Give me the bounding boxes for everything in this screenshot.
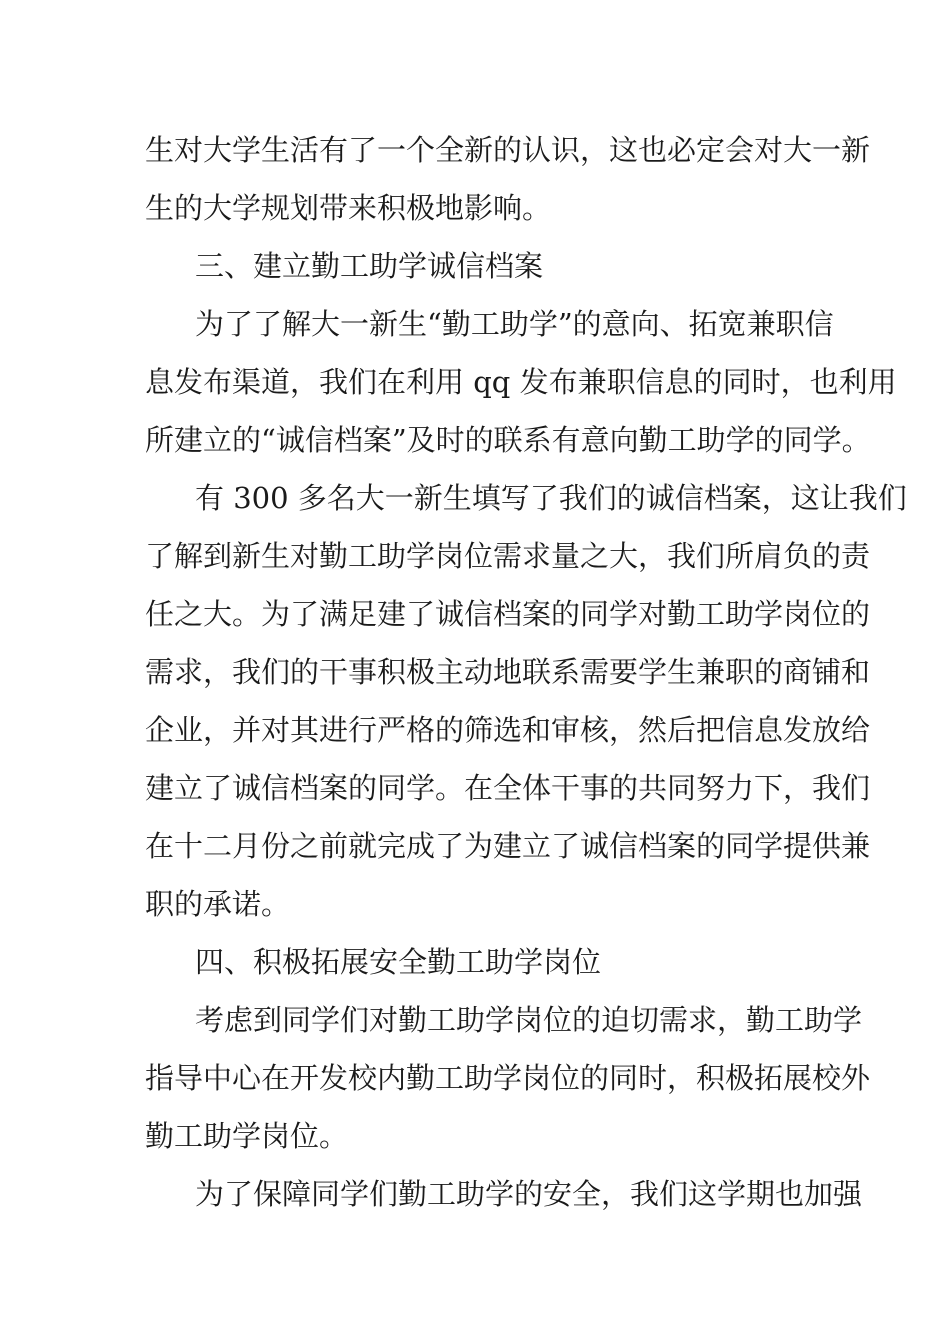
text-line: 生的大学规划带来积极地影响。 — [145, 191, 552, 225]
text-line: 所建立的“诚信档案”及时的联系有意向勤工助学的同学。 — [145, 423, 871, 457]
text-line: 建立了诚信档案的同学。在全体干事的共同努力下，我们 — [145, 771, 871, 805]
text-line: 息发布渠道，我们在利用 qq 发布兼职信息的同时，也利用 — [145, 365, 897, 399]
section-heading: 三、建立勤工助学诚信档案 — [195, 249, 544, 283]
text-line: 考虑到同学们对勤工助学岗位的迫切需求，勤工助学 — [195, 1003, 863, 1037]
section-heading: 四、积极拓展安全勤工助学岗位 — [195, 945, 602, 979]
text-line: 职的承诺。 — [145, 887, 291, 921]
text-line: 有 300 多名大一新生填写了我们的诚信档案，这让我们 — [195, 481, 907, 515]
text-line: 了解到新生对勤工助学岗位需求量之大，我们所肩负的责 — [145, 539, 871, 573]
text-line: 企业，并对其进行严格的筛选和审核，然后把信息发放给 — [145, 713, 871, 747]
text-line: 在十二月份之前就完成了为建立了诚信档案的同学提供兼 — [145, 829, 871, 863]
text-line: 指导中心在开发校内勤工助学岗位的同时，积极拓展校外 — [145, 1061, 871, 1095]
text-line: 需求，我们的干事积极主动地联系需要学生兼职的商铺和 — [145, 655, 871, 689]
text-line: 为了保障同学们勤工助学的安全，我们这学期也加强 — [195, 1177, 863, 1211]
text-line: 为了了解大一新生“勤工助学”的意向、拓宽兼职信 — [195, 307, 834, 341]
text-line: 勤工助学岗位。 — [145, 1119, 349, 1153]
text-line: 任之大。为了满足建了诚信档案的同学对勤工助学岗位的 — [145, 597, 871, 631]
text-line: 生对大学生活有了一个全新的认识，这也必定会对大一新 — [145, 133, 871, 167]
